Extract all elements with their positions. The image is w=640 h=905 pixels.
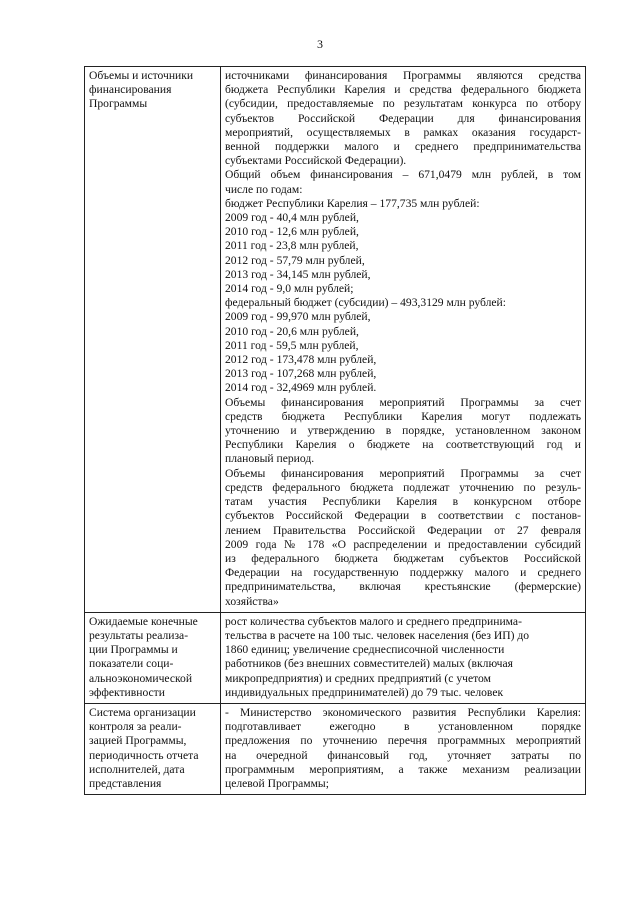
label-line: контроля за реали- [89,720,182,734]
content-line: (субсидии, предоставляемые по результатам конкурса по отбору [225,97,581,111]
label-line: показатели соци- [89,657,174,671]
content-line: предпринимательства, включая крестьянские (фермерские) [225,580,581,594]
content-line: тельства в расчете на 100 тыс. человек населения (без ИП) до [225,628,530,642]
content-line: источниками финансирования Программы являются средства [225,69,581,82]
content-line: татам участия Республики Карелия в конкурсном отборе [225,495,581,509]
content-line: Республики Карелия о бюджете на соответствующий год и [225,438,581,452]
label-line: результаты реализа- [89,628,189,642]
table-row [85,703,586,794]
row-content [221,67,586,613]
label-line: альноэкономической [89,671,193,685]
content-line: - Министерство экономического развития Республики Карелия: [225,705,581,719]
table-row [85,612,586,703]
content-line: субъектов Российской Федерации для финансирования [225,111,581,125]
content-line: хозяйства» [225,594,279,608]
row-label [85,612,221,703]
label-line: Объемы и источники [89,69,194,82]
content-line: Объемы финансирования мероприятий Программы за счет [225,466,581,480]
label-line: Ожидаемые конечные [89,614,198,628]
content-line: предложения по уточнению перечня программных мероприятий [225,734,581,748]
content-line: из федерального бюджета бюджетам субъектов Российской [225,551,581,565]
content-line: уточнению и утверждению в порядке, установленном законом [225,424,581,438]
label-line: зацией Программы, [89,734,187,748]
content-line: рост количества субъектов малого и среднего предпринима- [225,614,522,628]
content-line: мероприятий, осуществляемых в рамках оказания государст- [225,125,581,139]
content-paragraph [225,69,581,168]
row-content [221,612,586,703]
content-line: на очередной финансовый год, уточняет затраты по [225,748,581,762]
row-label [85,703,221,794]
content-line: бюджета Республики Карелия и средства федерального бюджета [225,83,581,97]
content-line: средств бюджета Республики Карелия могут подлежать [225,409,581,423]
label-line: финансирования [89,83,172,97]
page-number: 3 [317,37,323,51]
content-line: Объемы финансирования мероприятий Программы за счет [225,395,581,409]
label-line: представления [89,776,162,790]
content-paragraph [225,706,581,791]
content-line: лением Правительства Российской Федерации от 27 февраля [225,523,581,537]
label-line: Программы [89,97,148,111]
content-line: 2014 год - 32,4969 млн рублей. [225,381,377,395]
content-line: работников (без внешних совместителей) малых (включая [225,657,513,671]
label-line: Система организации [89,705,196,719]
content-paragraph [225,168,581,196]
content-line: 2010 год - 20,6 млн рублей, [225,324,359,338]
content-line: подготавливает ежегодно в установленном порядке [225,720,581,734]
content-line: средств федерального бюджета подлежат уточнению по резуль- [225,480,581,494]
label-line: исполнителей, дата [89,762,185,776]
row-label [85,67,221,613]
content-line: бюджет Республики Карелия – 177,735 млн рублей: [225,196,480,210]
content-line: субъектов Российской Федерации в соответствии с постанов- [225,509,581,523]
label-line: периодичность отчета [89,748,199,762]
content-line: Общий объем финансирования – 671,0479 млн рублей, в том [225,168,581,182]
content-line: 2010 год - 12,6 млн рублей, [225,225,359,239]
content-line: 1860 единиц; увеличение среднесписочной численности [225,643,505,657]
content-line: целевой Программы; [225,776,329,790]
content-paragraph [225,615,581,700]
content-line: 2009 год - 40,4 млн рублей, [225,211,359,225]
content-line: субъектами Российской Федерации). [225,154,407,168]
content-line: 2012 год - 57,79 млн рублей, [225,253,365,267]
content-line: 2013 год - 34,145 млн рублей, [225,267,371,281]
content-paragraph [225,467,581,609]
content-line: 2014 год - 9,0 млн рублей; [225,282,354,296]
label-line: эффективности [89,685,165,699]
row-content [221,703,586,794]
content-line: микропредприятия) и средних предприятий (с учетом [225,671,491,685]
content-line: 2009 года № 178 «О распределении и предоставлении субсидий [225,537,581,551]
content-line: 2012 год - 173,478 млн рублей, [225,353,377,367]
label-line: ции Программы и [89,643,178,657]
content-line: плановый период. [225,452,315,466]
content-line: федеральный бюджет (субсидии) – 493,3129 млн рублей: [225,296,506,310]
content-paragraph [225,197,581,396]
content-line: 2011 год - 23,8 млн рублей, [225,239,359,253]
content-line: Федерации на государственную поддержку малого и среднего [225,566,581,580]
content-paragraph [225,396,581,467]
content-line: 2009 год - 99,970 млн рублей, [225,310,371,324]
content-line: числе по годам: [225,182,303,196]
program-passport-table [84,66,586,795]
content-line: индивидуальных предпринимателей) до 79 тыс. человек [225,685,504,699]
table-row [85,67,586,613]
content-line: венной поддержки малого и среднего предпринимательства [225,140,581,154]
content-line: 2013 год - 107,268 млн рублей, [225,367,377,381]
content-line: программным мероприятиям, а также механизм реализации [225,762,581,776]
content-line: 2011 год - 59,5 млн рублей, [225,338,359,352]
